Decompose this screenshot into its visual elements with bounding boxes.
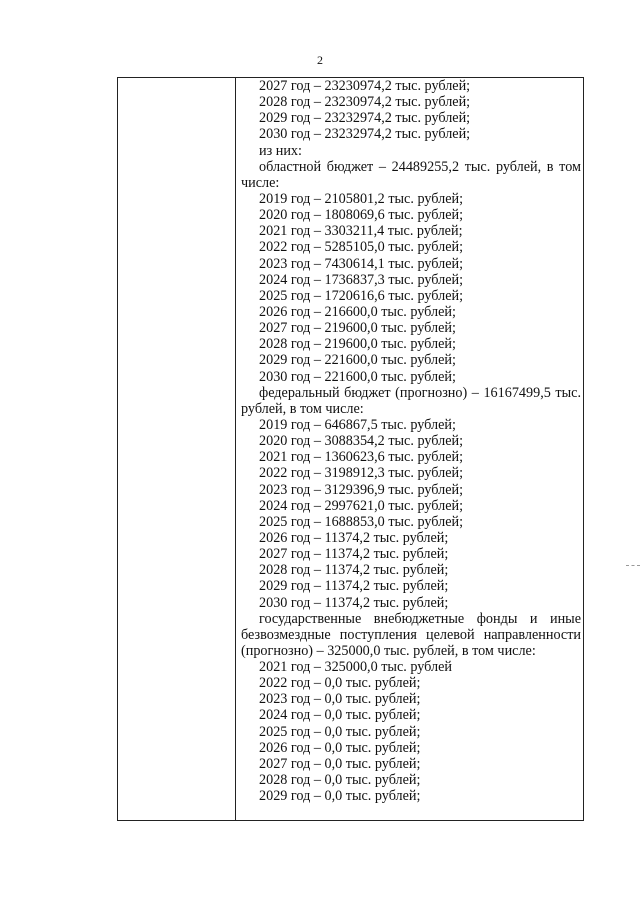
text-line: федеральный бюджет (прогнозно) – 16167499,5 тыс. [259, 384, 581, 401]
column-divider [235, 78, 236, 820]
text-line: (прогнозно) – 325000,0 тыс. рублей, в том числе: [241, 642, 536, 659]
text-line: 2027 год – 11374,2 тыс. рублей; [259, 546, 449, 563]
text-line: 2022 год – 5285105,0 тыс. рублей; [259, 239, 464, 256]
text-line: 2030 год – 11374,2 тыс. рублей; [259, 594, 449, 611]
text-line: 2022 год – 3198912,3 тыс. рублей; [259, 465, 464, 482]
text-line: 2028 год – 0,0 тыс. рублей; [259, 772, 421, 789]
funding-text-cell [241, 78, 581, 804]
text-line: 2023 год – 0,0 тыс. рублей; [259, 691, 421, 708]
text-line: 2027 год – 0,0 тыс. рублей; [259, 755, 421, 772]
text-line: 2025 год – 1720616,6 тыс. рублей; [259, 287, 464, 304]
text-line: 2021 год – 1360623,6 тыс. рублей; [259, 449, 464, 466]
text-line: 2025 год – 1688853,0 тыс. рублей; [259, 513, 464, 530]
text-line: 2020 год – 3088354,2 тыс. рублей; [259, 433, 464, 450]
text-line: 2029 год – 11374,2 тыс. рублей; [259, 578, 449, 595]
text-line: 2024 год – 2997621,0 тыс. рублей; [259, 497, 464, 514]
text-line: 2021 год – 3303211,4 тыс. рублей; [259, 223, 463, 240]
text-line: 2026 год – 0,0 тыс. рублей; [259, 739, 421, 756]
text-line: государственные внебюджетные фонды и иные [259, 610, 581, 627]
scan-edge-mark [626, 565, 640, 566]
text-line: 2028 год – 219600,0 тыс. рублей; [259, 336, 456, 353]
text-line: 2022 год – 0,0 тыс. рублей; [259, 675, 421, 692]
text-line: 2029 год – 221600,0 тыс. рублей; [259, 352, 456, 369]
text-line: 2023 год – 7430614,1 тыс. рублей; [259, 255, 464, 272]
text-line: 2021 год – 325000,0 тыс. рублей [259, 659, 452, 676]
text-line: 2019 год – 646867,5 тыс. рублей; [259, 416, 456, 433]
text-line: 2027 год – 219600,0 тыс. рублей; [259, 320, 456, 337]
text-line: 2029 год – 23232974,2 тыс. рублей; [259, 110, 471, 127]
text-line: 2029 год – 0,0 тыс. рублей; [259, 788, 421, 805]
text-line: 2025 год – 0,0 тыс. рублей; [259, 723, 421, 740]
text-line: 2030 год – 23232974,2 тыс. рублей; [259, 126, 471, 143]
text-line: 2028 год – 23230974,2 тыс. рублей; [259, 94, 471, 111]
text-line: 2026 год – 11374,2 тыс. рублей; [259, 529, 449, 546]
text-line: 2024 год – 1736837,3 тыс. рублей; [259, 271, 464, 288]
text-line: 2028 год – 11374,2 тыс. рублей; [259, 562, 449, 579]
text-line: из них: [259, 142, 302, 159]
text-line: 2026 год – 216600,0 тыс. рублей; [259, 303, 456, 320]
text-line: областной бюджет – 24489255,2 тыс. рублей, в том [259, 158, 581, 175]
text-line: 2027 год – 23230974,2 тыс. рублей; [259, 78, 471, 94]
text-line: числе: [241, 174, 280, 191]
text-line: 2030 год – 221600,0 тыс. рублей; [259, 368, 456, 385]
funding-table [117, 77, 584, 821]
text-line: 2024 год – 0,0 тыс. рублей; [259, 707, 421, 724]
text-line: 2020 год – 1808069,6 тыс. рублей; [259, 207, 464, 224]
text-line: 2019 год – 2105801,2 тыс. рублей; [259, 190, 464, 207]
page-number: 2 [317, 53, 323, 67]
text-line: безвозмездные поступления целевой направленности [241, 626, 581, 643]
text-line: рублей, в том числе: [241, 400, 364, 417]
text-line: 2023 год – 3129396,9 тыс. рублей; [259, 481, 464, 498]
